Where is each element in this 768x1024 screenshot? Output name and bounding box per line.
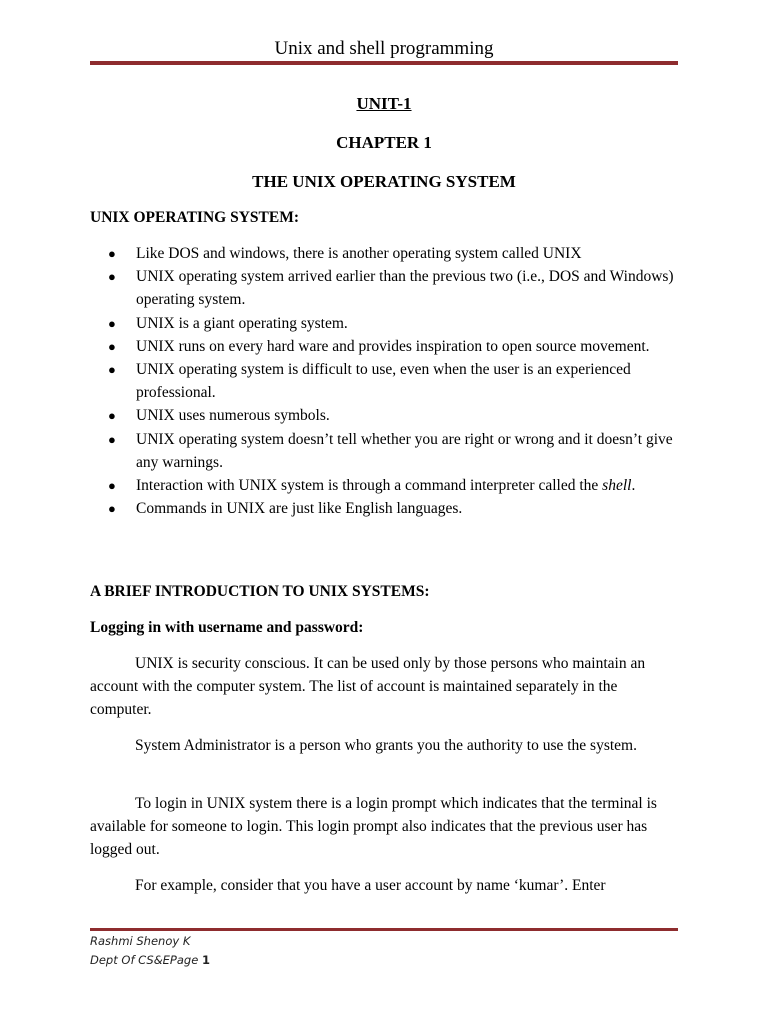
subheading-logging-in: Logging in with username and password: (90, 619, 364, 636)
section-heading-unix-os: UNIX OPERATING SYSTEM: (90, 209, 299, 226)
footer-dept: Dept Of CS&EPage 1 (90, 953, 210, 967)
page-number: 1 (201, 953, 210, 967)
bullet-icon: ● (108, 478, 116, 494)
bullet-icon: ● (108, 362, 116, 378)
footer-author: Rashmi Shenoy K (90, 934, 191, 948)
document-title: THE UNIX OPERATING SYSTEM (252, 172, 516, 191)
unit-heading: UNIT-1 (356, 94, 412, 113)
bullet-icon: ● (108, 315, 116, 331)
list-item: ● UNIX operating system is difficult to use, even when the user is an experienced professional. (108, 358, 678, 404)
list-item: ● Commands in UNIX are just like English languages. (108, 497, 678, 520)
list-item: ● UNIX operating system doesn’t tell whether you are right or wrong and it doesn’t give any warnings. (108, 428, 678, 474)
paragraph-example: For example, consider that you have a user account by name ‘kumar’. Enter (135, 877, 606, 894)
list-item: ● UNIX is a giant operating system. (108, 312, 678, 335)
bullet-icon: ● (108, 408, 116, 424)
paragraph-security: UNIX is security conscious. It can be used only by those persons who maintain an account with the computer system. The list of account is maintained separately in the computer. (90, 655, 646, 719)
bullet-icon: ● (108, 338, 116, 354)
paragraph-sysadmin: System Administrator is a person who grants you the authority to use the system. (135, 737, 637, 754)
list-item: ● Like DOS and windows, there is another operating system called UNIX (108, 242, 678, 265)
unix-features-list (108, 242, 678, 520)
chapter-heading: CHAPTER 1 (336, 133, 432, 152)
bullet-icon: ● (108, 501, 116, 517)
list-item: ● UNIX runs on every hard ware and provides inspiration to open source movement. (108, 335, 678, 358)
section-heading-brief-intro: A BRIEF INTRODUCTION TO UNIX SYSTEMS: (90, 583, 430, 600)
shell-term: shell (602, 477, 632, 495)
footer-rule (90, 928, 678, 931)
bullet-icon: ● (108, 431, 116, 447)
list-item: ● UNIX uses numerous symbols. (108, 404, 678, 427)
list-item: ● UNIX operating system arrived earlier than the previous two (i.e., DOS and Windows) operating system. (108, 265, 678, 311)
running-header: Unix and shell programming (274, 38, 494, 59)
bullet-icon: ● (108, 269, 116, 285)
bullet-icon: ● (108, 246, 116, 261)
list-item: ● Interaction with UNIX system is through a command interpreter called the shell. (108, 474, 678, 497)
header-rule (90, 61, 678, 65)
paragraph-login-prompt: To login in UNIX system there is a login prompt which indicates that the terminal is available for someone to login. This login prompt also indicates that the previous user has logged out. (90, 795, 657, 859)
